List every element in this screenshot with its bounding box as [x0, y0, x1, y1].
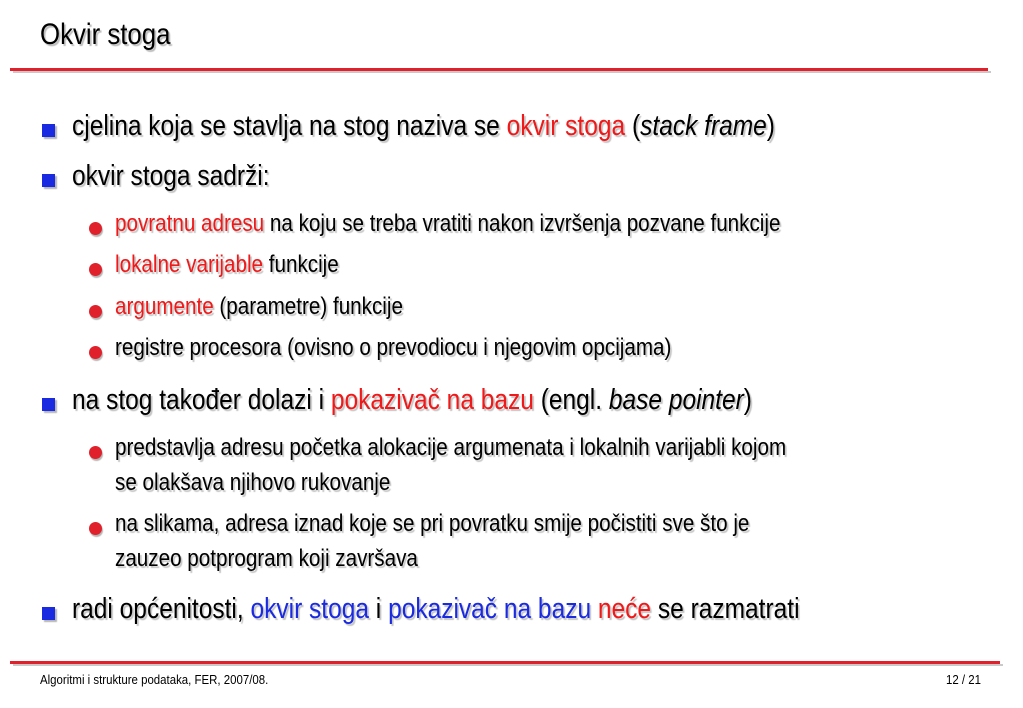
round-bullet-icon: [89, 446, 102, 459]
subbullet-cleanup-address: [115, 510, 749, 538]
subbullet-text: na koju se treba vratiti nakon izvršenja pozvane funkcije: [264, 210, 781, 237]
term-pokazivac-na-bazu: pokazivač na bazu: [330, 384, 534, 416]
term-base-pointer: base pointer: [608, 384, 744, 416]
footer-page-number: 12 / 21: [946, 672, 981, 687]
bullet-text: se razmatrati: [651, 593, 800, 625]
square-bullet-icon: [42, 174, 55, 187]
bullet-text: radi općenitosti,: [72, 593, 251, 625]
subbullet-text: funkcije: [263, 251, 339, 278]
term-povratnu-adresu: povratnu adresu: [115, 210, 265, 237]
subbullet-base-pointer-purpose-cont: [115, 469, 390, 497]
footer-course-info: Algoritmi i strukture podataka, FER, 2007/08.: [40, 672, 269, 687]
subbullet-arguments: [115, 293, 403, 321]
round-bullet-icon: [89, 346, 102, 359]
term-argumente: argumente: [115, 293, 214, 320]
subbullet-registers: [115, 334, 671, 362]
subbullet-text: na slikama, adresa iznad koje se pri povratku smije počistiti sve što je: [115, 510, 750, 537]
bullet-generality-note: [72, 593, 800, 626]
square-bullet-icon: [42, 607, 55, 620]
bullet-text: (engl.: [533, 384, 609, 416]
square-bullet-icon: [42, 124, 55, 137]
subbullet-cleanup-address-cont: [115, 545, 418, 573]
slide-title: Okvir stoga: [40, 18, 171, 51]
term-okvir-stoga-blue: okvir stoga: [250, 593, 369, 625]
round-bullet-icon: [89, 222, 102, 235]
bullet-text: okvir stoga sadrži:: [72, 160, 270, 192]
bullet-frame-contents: [72, 160, 270, 193]
subbullet-text: zauzeo potprogram koji završava: [115, 545, 418, 572]
round-bullet-icon: [89, 305, 102, 318]
subbullet-text: registre procesora (ovisno o prevodiocu i njegovim opcijama): [115, 334, 672, 361]
subbullet-base-pointer-purpose: [115, 434, 786, 462]
bullet-text: cjelina koja se stavlja na stog naziva se: [72, 110, 507, 142]
term-lokalne-varijable: lokalne varijable: [115, 251, 264, 278]
subbullet-text: se olakšava njihovo rukovanje: [115, 469, 391, 496]
subbullet-return-address: [115, 210, 780, 238]
round-bullet-icon: [89, 522, 102, 535]
bullet-text: na stog također dolazi i: [72, 384, 331, 416]
bullet-base-pointer: [72, 384, 752, 417]
subbullet-text: (parametre) funkcije: [213, 293, 403, 320]
bullet-text: ): [766, 110, 775, 142]
bullet-stack-frame-definition: [72, 110, 775, 143]
term-pokazivac-na-bazu-blue: pokazivač na bazu: [388, 593, 592, 625]
round-bullet-icon: [89, 263, 102, 276]
square-bullet-icon: [42, 398, 55, 411]
bullet-text: (: [625, 110, 641, 142]
term-nece: neće: [597, 593, 652, 625]
footer-divider: [10, 661, 1000, 664]
subbullet-text: predstavlja adresu početka alokacije argumenata i lokalnih varijabli kojom: [115, 434, 787, 461]
subbullet-local-variables: [115, 251, 339, 279]
bullet-text: [591, 593, 598, 625]
bullet-text: i: [368, 593, 389, 625]
term-stack-frame: stack frame: [640, 110, 767, 142]
bullet-text: ): [743, 384, 752, 416]
term-okvir-stoga: okvir stoga: [506, 110, 626, 142]
